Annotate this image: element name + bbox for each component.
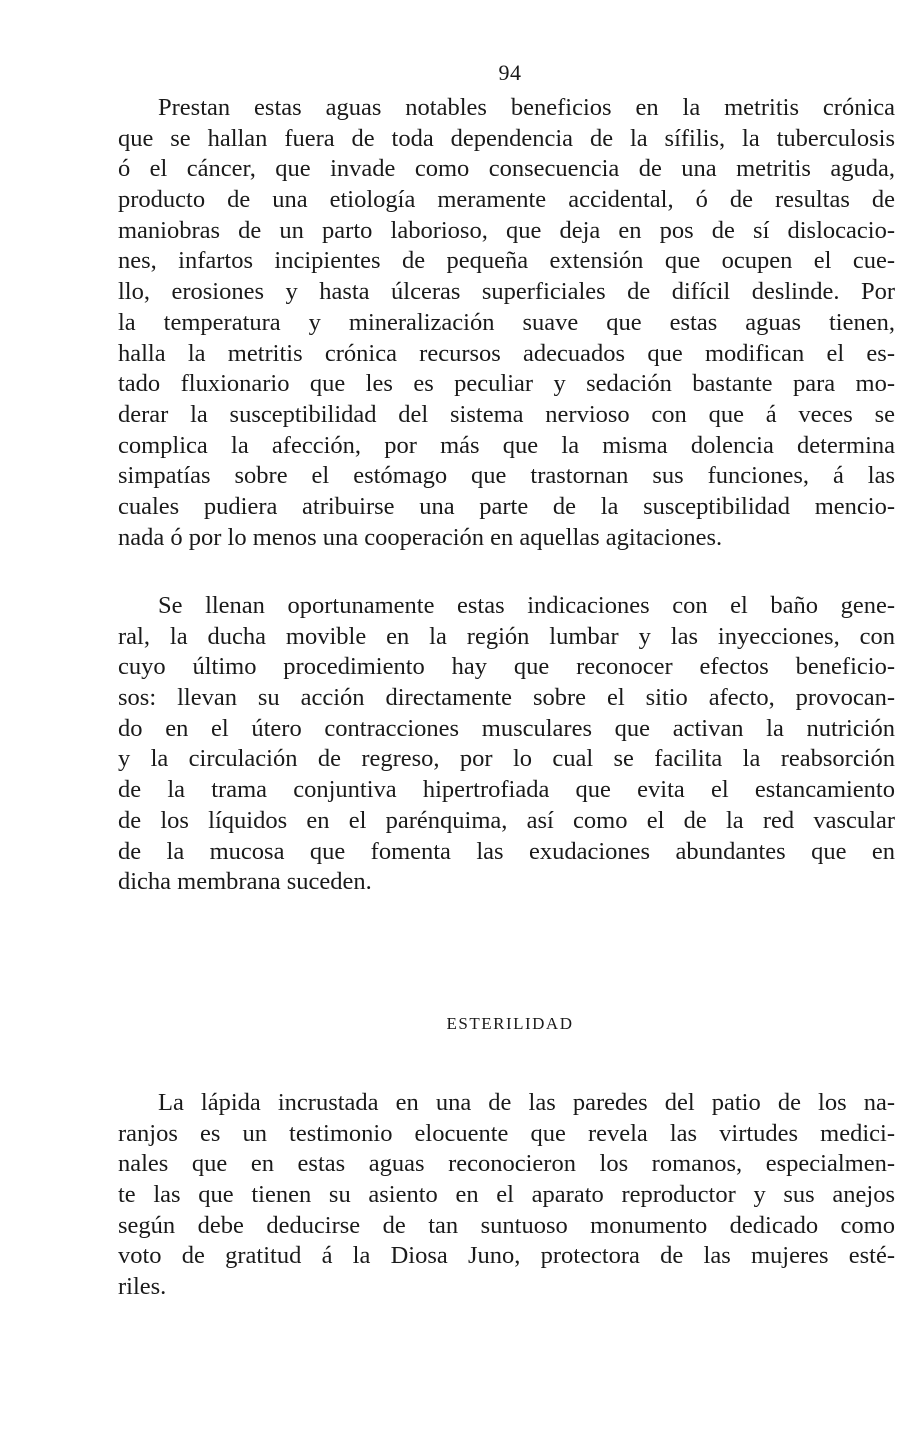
text-line: voto de gratitud á la Diosa Juno, protectora de las mujeres esté- [118,1242,895,1270]
text-line: ó el cáncer, que invade como consecuencia de una metritis aguda, [118,155,895,183]
text-line: Prestan estas aguas notables beneficios en la metritis crónica [158,94,895,121]
text-line: ranjos es un testimonio elocuente que revela las virtudes medici- [118,1119,895,1147]
text-line: nada ó por lo menos una cooperación en aquellas agitaciones. [118,523,723,551]
text-line: nes, infartos incipientes de pequeña extensión que ocupen el cue- [118,247,895,275]
paragraph-indicaciones [118,591,895,898]
section-heading: ESTERILIDAD [446,1014,574,1033]
text-line: cuales pudiera atribuirse una parte de la susceptibilidad mencio- [118,492,895,520]
text-line: complica la afección, por más que la misma dolencia determina [118,431,895,459]
text-line: de la mucosa que fomenta las exudaciones abundantes que en [118,837,895,865]
text-line: dicha membrana suceden. [118,868,372,896]
text-line: cuyo último procedimiento hay que reconocer efectos beneficio- [118,653,895,681]
text-line: maniobras de un parto laborioso, que deja en pos de sí dislocacio- [118,216,895,244]
text-line: simpatías sobre el estómago que trastornan sus funciones, á las [118,462,895,490]
text-line: producto de una etiología meramente accidental, ó de resultas de [118,186,895,214]
text-line: do en el útero contracciones musculares que activan la nutrición [118,714,895,742]
text-line: de los líquidos en el parénquima, así como el de la red vascular [118,806,895,834]
page-number: 94 [498,60,522,85]
text-line: llo, erosiones y hasta úlceras superficiales de difícil deslinde. Por [118,278,895,306]
text-line: de la trama conjuntiva hipertrofiada que evita el estancamiento [118,776,895,804]
text-line: tado fluxionario que les es peculiar y sedación bastante para mo- [118,370,895,398]
text-line: te las que tienen su asiento en el aparato reproductor y sus anejos [118,1181,895,1209]
paragraph-metritis [118,93,895,553]
text-line: sos: llevan su acción directamente sobre el sitio afecto, provocan- [118,684,895,712]
text-line: nales que en estas aguas reconocieron los romanos, especialmen- [118,1150,895,1178]
text-line: La lápida incrustada en una de las paredes del patio de los na- [158,1089,895,1116]
paragraph-esterilidad [118,1088,895,1303]
text-line: riles. [118,1273,167,1301]
text-line: derar la susceptibilidad del sistema nervioso con que á veces se [118,400,895,428]
text-line: que se hallan fuera de toda dependencia de la sífilis, la tuberculosis [118,124,895,152]
text-line: ral, la ducha movible en la región lumbar y las inyecciones, con [118,622,895,650]
text-line: halla la metritis crónica recursos adecuados que modifican el es- [118,339,895,367]
text-line: según debe deducirse de tan suntuoso monumento dedicado como [118,1211,895,1239]
text-line: Se llenan oportunamente estas indicaciones con el baño gene- [158,592,895,619]
text-line: la temperatura y mineralización suave que estas aguas tienen, [118,308,895,336]
text-line: y la circulación de regreso, por lo cual se facilita la reabsorción [118,745,895,773]
